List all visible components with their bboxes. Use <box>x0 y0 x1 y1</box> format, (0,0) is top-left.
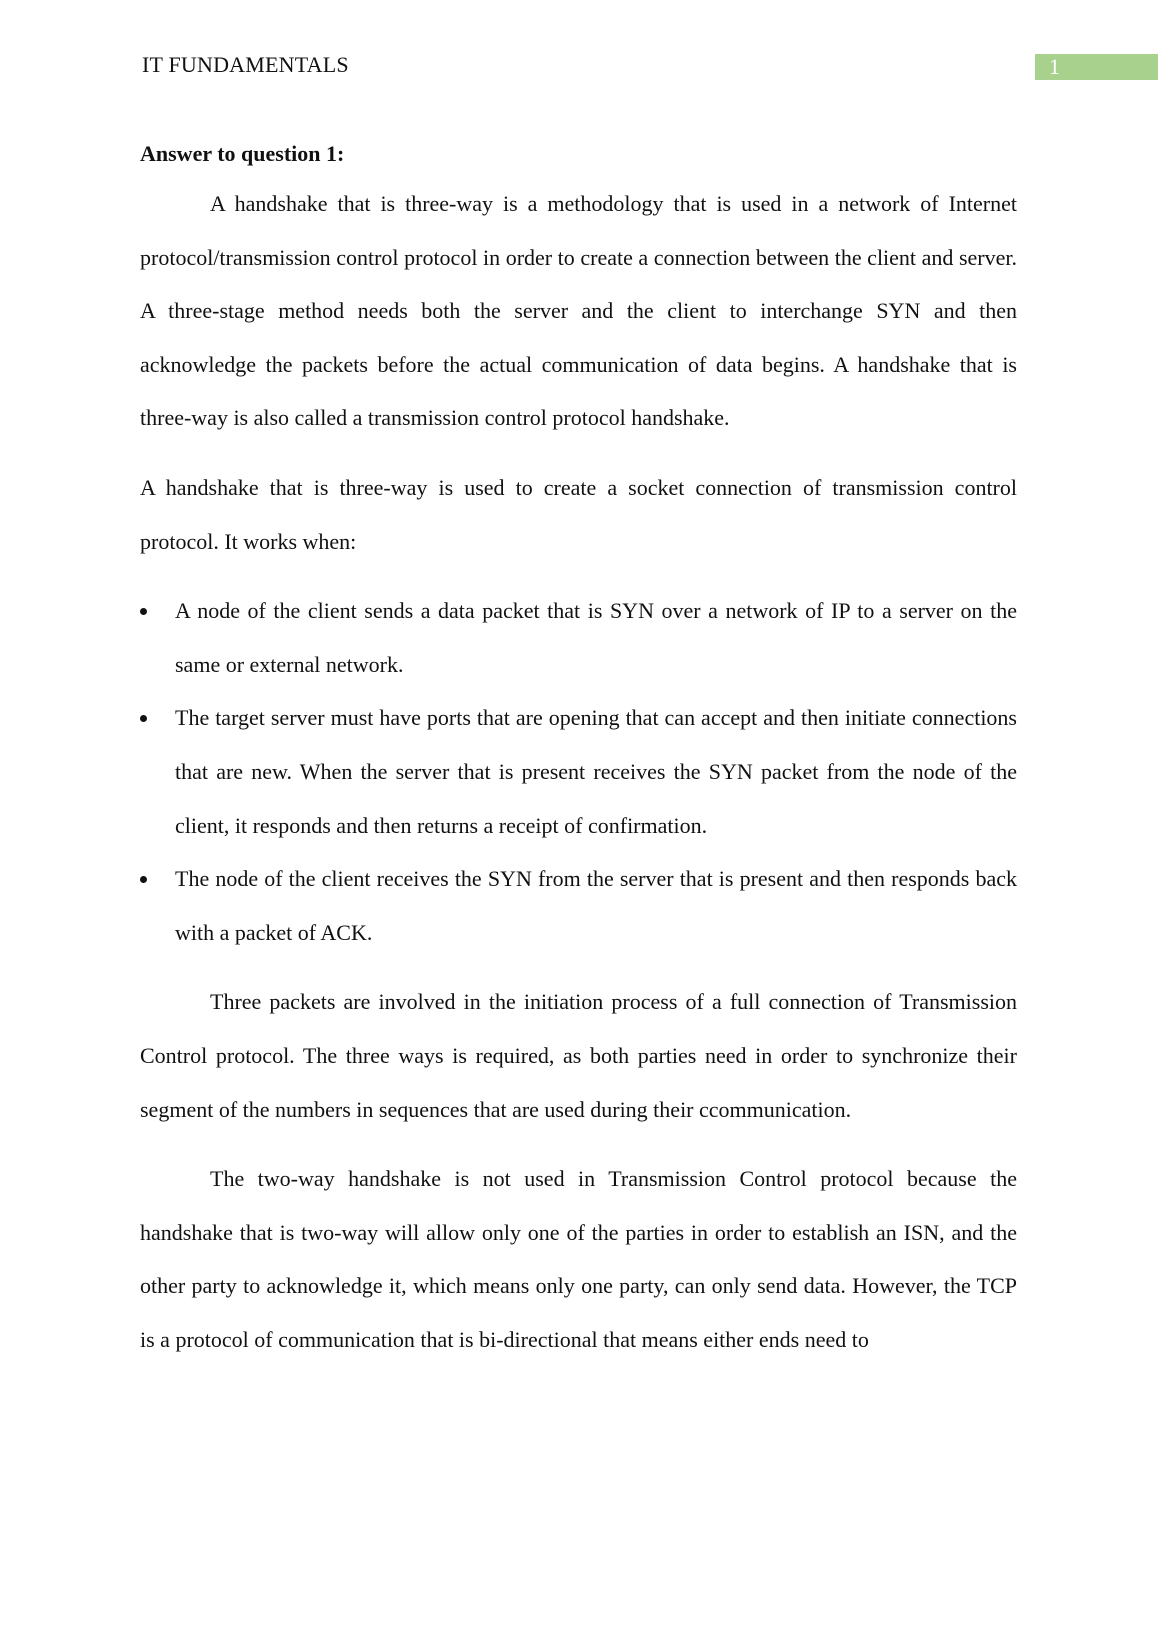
bullet-item <box>140 691 1017 852</box>
paragraph: A handshake that is three-way is used to create a socket connection of transmission control protocol. It works when: <box>140 474 1017 554</box>
bullet-text: The node of the client receives the SYN from the server that is present and then responds back with a packet of ACK. <box>175 866 1017 945</box>
bullet-item <box>140 584 1017 691</box>
paragraph: A handshake that is three-way is a methodology that is used in a network of Internet protocol/transmission control protocol in order to create a connection between the client and server. A three-stage method needs both the server and the client to interchange SYN and then acknowledge the packets before the actual communication of data begins. A handshake that is three-way is also called a transmission control protocol handshake. <box>140 191 1017 431</box>
running-header: IT FUNDAMENTALS <box>142 52 349 77</box>
bullet-text: The target server must have ports that are opening that can accept and then initiate connections that are new. When the server that is present receives the SYN packet from the node of the client, it responds and then returns a receipt of confirmation. <box>175 705 1017 838</box>
bullet-icon <box>140 608 147 615</box>
page-number-badge <box>1035 54 1158 80</box>
paragraph: Three packets are involved in the initiation process of a full connection of Transmission Control protocol. The three ways is required, as both parties need in order to synchronize their segment of the numbers in sequences that are used during their ccommunication. <box>140 989 1017 1122</box>
page-number: 1 <box>1049 54 1060 79</box>
paragraph: The two-way handshake is not used in Transmission Control protocol because the handshake that is two-way will allow only one of the parties in order to establish an ISN, and the other party to acknowledge it, which means only one party, can only send data. However, the TCP is a protocol of communication that is bi-directional that means either ends need to <box>140 1166 1017 1352</box>
bullet-icon <box>140 715 147 722</box>
bullet-icon <box>140 876 147 883</box>
section-heading: Answer to question 1: <box>140 141 345 166</box>
bullet-item <box>140 852 1017 959</box>
document-body <box>140 137 1017 1366</box>
bullet-text: A node of the client sends a data packet that is SYN over a network of IP to a server on the same or external network. <box>175 598 1017 677</box>
bullet-list <box>140 584 1017 959</box>
